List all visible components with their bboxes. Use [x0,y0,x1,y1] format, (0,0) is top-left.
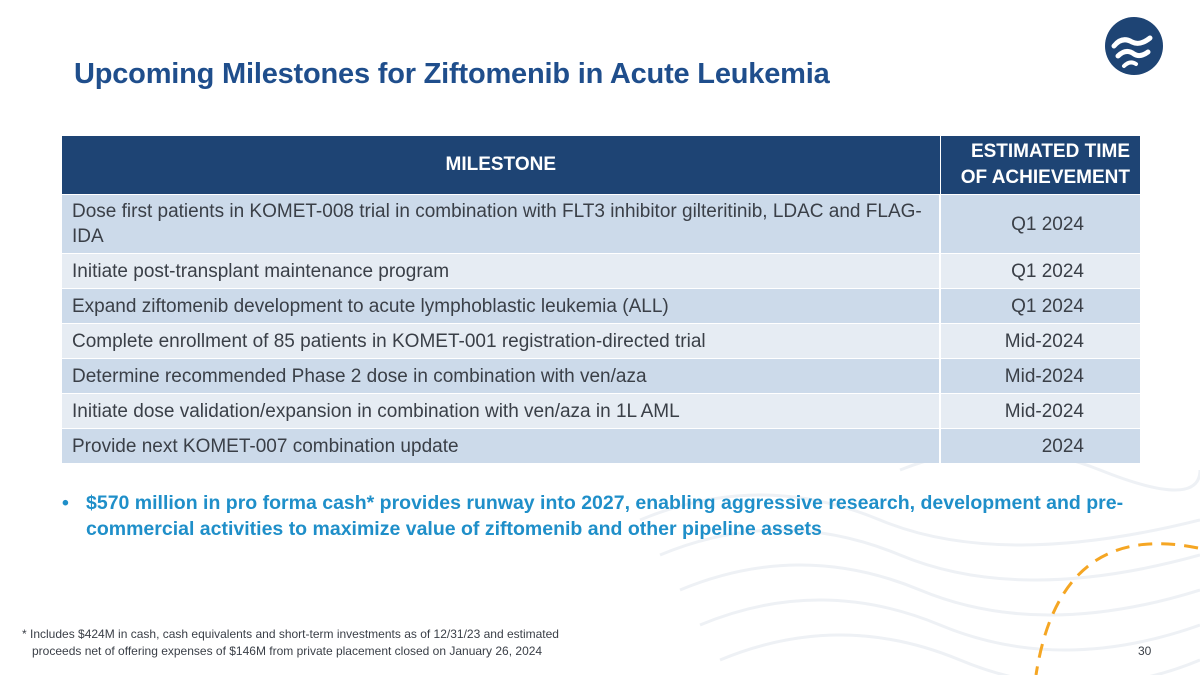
milestone-cell: Determine recommended Phase 2 dose in combination with ven/aza [62,359,940,394]
page-title: Upcoming Milestones for Ziftomenib in Acute Leukemia [74,58,830,90]
page-number: 30 [1138,644,1152,658]
milestone-column-header: MILESTONE [62,136,940,195]
time-cell: Q1 2024 [940,289,1140,324]
table-row [62,429,1140,464]
time-cell: Mid-2024 [940,324,1140,359]
milestone-cell: Provide next KOMET-007 combination update [62,429,940,464]
footnote-line-1: * Includes $424M in cash, cash equivalents and short-term investments as of 12/31/23 and estimated [22,627,559,641]
time-column-header: ESTIMATED TIME OF ACHIEVEMENT [940,136,1140,195]
table-header-row [62,136,1140,195]
time-cell: Q1 2024 [940,254,1140,289]
bullet-marker: • [62,492,69,514]
table-row [62,394,1140,429]
footnote-line-2: proceeds net of offering expenses of $146M from private placement closed on January 26, 2024 [32,644,543,658]
bullet-text: $570 million in pro forma cash* provides runway into 2027, enabling aggressive research, development and pre-commercial activities to maximize value of ziftomenib and other pipeline assets [86,492,1124,540]
milestone-cell: Dose first patients in KOMET-008 trial in combination with FLT3 inhibitor gilteritinib, LDAC and FLAG-IDA [62,195,940,254]
time-cell: Q1 2024 [940,195,1140,254]
table-row [62,359,1140,394]
milestone-cell: Complete enrollment of 85 patients in KOMET-001 registration-directed trial [62,324,940,359]
cash-runway-bullet [62,490,1152,542]
milestone-cell: Initiate post-transplant maintenance program [62,254,940,289]
time-cell: Mid-2024 [940,359,1140,394]
time-cell: 2024 [940,429,1140,464]
table-row [62,289,1140,324]
table-row [62,324,1140,359]
milestones-table [62,136,1140,463]
time-cell: Mid-2024 [940,394,1140,429]
company-logo-icon [1104,16,1164,76]
milestone-cell: Initiate dose validation/expansion in combination with ven/aza in 1L AML [62,394,940,429]
table-row [62,195,1140,254]
footnote [22,626,722,660]
milestone-cell: Expand ziftomenib development to acute lymphoblastic leukemia (ALL) [62,289,940,324]
milestones-table-container [62,136,1140,463]
table-row [62,254,1140,289]
